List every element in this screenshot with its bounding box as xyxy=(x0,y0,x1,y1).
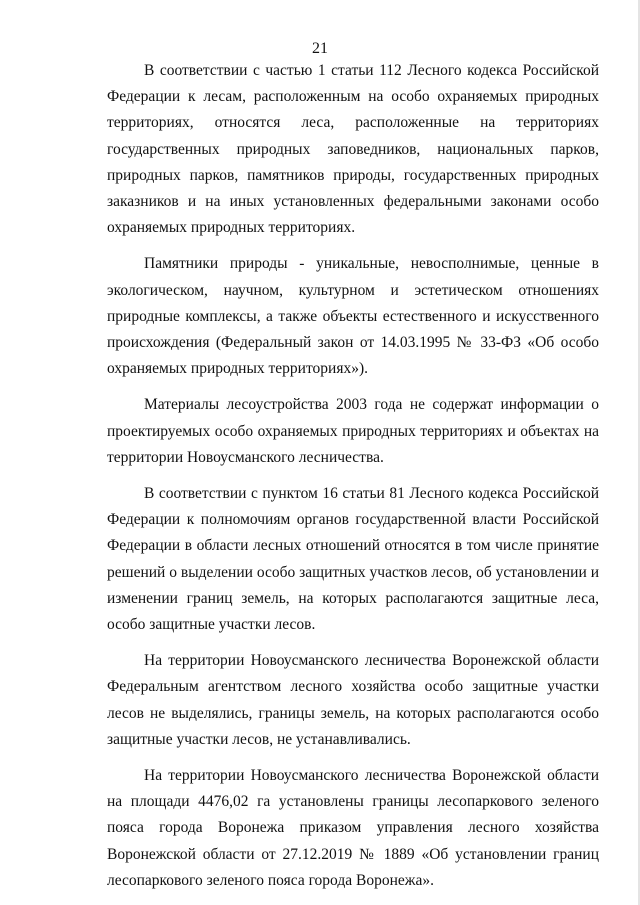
paragraph-protective-areas: На территории Новоусманского лесничества Воронежской области Федеральным агентством лесного хозяйства особо защитные участки лесов не выделялись, границы земель, на которых располагаются особо защитные участки лесов, не устанавливались. xyxy=(107,652,599,748)
page-number: 21 xyxy=(312,40,328,57)
paragraph-natural-monuments: Памятники природы - уникальные, невосполнимые, ценные в экологическом, научном, культурном и эстетическом отношениях природные комплексы, а также объекты естественного и искусственного происхождения (Федеральный закон от 14.03.1995 № 33-ФЗ «Об особо охраняемых природных территориях»). xyxy=(107,255,599,378)
paragraph-forest-code-article-81: В соответствии с пунктом 16 статьи 81 Лесного кодекса Российской Федерации к полномочиям органов государственной власти Российской Федерации в области лесных отношений относятся в том числе принятие решений о выделении особо защитных участков лесов, об установлении и изменении границ земель, на которых располагаются защитные леса, особо защитные участки лесов. xyxy=(107,485,599,634)
paragraph-green-belt-voronezh: На территории Новоусманского лесничества Воронежской области на площади 4476,02 га установлены границы лесопаркового зеленого пояса города Воронежа приказом управления лесного хозяйства Воронежской области от 27.12.2019 № 1889 «Об установлении границ лесопаркового зеленого пояса города Воронежа». xyxy=(107,767,599,889)
paragraph-forest-code-article-112: В соответствии с частью 1 статьи 112 Лесного кодекса Российской Федерации к лесам, расположенным на особо охраняемых природных территориях, относятся леса, расположенные на территориях государственных природных заповедников, национальных парков, природных парков, памятников природы, государственных природных заказников и на иных установленных федеральными законами особо охраняемых природных территориях. xyxy=(107,62,599,237)
document-body xyxy=(107,58,599,904)
paragraph-forest-inventory-2003: Материалы лесоустройства 2003 года не содержат информации о проектируемых особо охраняемых природных территориях и объектах на территории Новоусманского лесничества. xyxy=(107,396,599,466)
